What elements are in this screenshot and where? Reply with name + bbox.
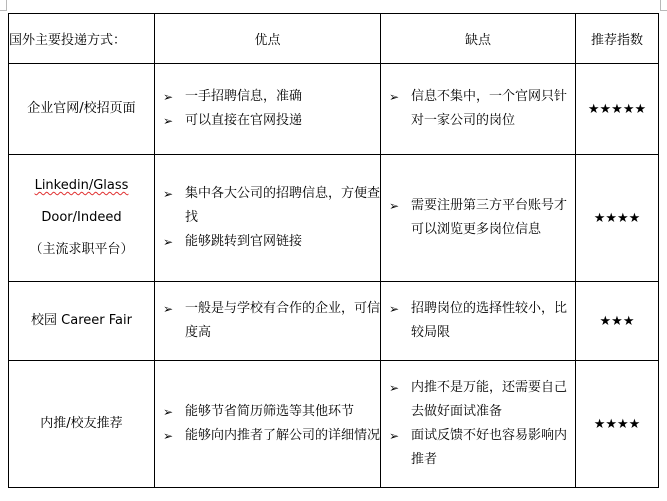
list-item: ➢ 一手招聘信息，准确 [155,85,380,109]
method-cell [9,361,155,488]
cons-cell [381,64,576,155]
method-cell [9,64,155,155]
list-item: ➢ 能够向内推者了解公司的详细情况 [155,424,380,448]
list-item: ➢ 可以直接在官网投递 [155,109,380,133]
arrow-bullet-icon: ➢ [162,90,174,104]
comparison-table [8,13,659,488]
arrow-bullet-icon: ➢ [162,187,174,201]
pros-cell [155,64,381,155]
list-item: ➢ 需要注册第三方平台账号才可以浏览更多岗位信息 [381,194,575,242]
rating-cell: ★★★★ [576,155,659,282]
arrow-bullet-icon: ➢ [162,302,174,316]
method-label-line: Linkedin/Glass [34,178,129,193]
method-label: 企业官网/校招页面 [27,101,136,116]
table-row [9,361,659,488]
arrow-bullet-icon: ➢ [388,90,400,104]
cons-cell [381,155,576,282]
table-row [9,282,659,361]
arrow-bullet-icon: ➢ [162,235,174,249]
table-row [9,64,659,155]
arrow-bullet-icon: ➢ [388,429,400,443]
list-item: ➢ 招聘岗位的选择性较小，比较局限 [381,297,575,345]
arrow-bullet-icon: ➢ [162,405,174,419]
pros-cell [155,155,381,282]
arrow-bullet-icon: ➢ [388,199,400,213]
arrow-bullet-icon: ➢ [388,381,400,395]
arrow-bullet-icon: ➢ [162,114,174,128]
list-item: ➢ 面试反馈不好也容易影响内推者 [381,424,575,472]
list-item: ➢ 一般是与学校有合作的企业，可信度高 [155,297,380,345]
pros-cell [155,282,381,361]
header-pros: 优点 [155,14,381,64]
list-item: ➢ 集中各大公司的招聘信息，方便查找 [155,182,380,230]
list-item: ➢ 信息不集中，一个官网只针对一家公司的岗位 [381,85,575,133]
header-cons: 缺点 [381,14,576,64]
page-corner-mark-right [660,0,667,11]
arrow-bullet-icon: ➢ [162,429,174,443]
method-label: 内推/校友推荐 [40,416,123,431]
method-cell [9,155,155,282]
header-rating: 推荐指数 [576,14,659,64]
table-row [9,155,659,282]
pros-cell [155,361,381,488]
rating-cell: ★★★★★ [576,64,659,155]
method-label: 校园 Career Fair [31,313,132,328]
list-item: ➢ 内推不是万能，还需要自己去做好面试准备 [381,376,575,424]
cons-cell [381,361,576,488]
list-item: ➢ 能够跳转到官网链接 [155,230,380,254]
list-item: ➢ 能够节省简历筛选等其他环节 [155,400,380,424]
rating-cell: ★★★ [576,282,659,361]
page-corner-mark-left [0,0,7,11]
header-method: 国外主要投递方式： [9,14,155,64]
arrow-bullet-icon: ➢ [388,302,400,316]
method-label-line: Door/Indeed [41,210,122,225]
cons-cell [381,282,576,361]
method-label-line: （主流求职平台） [29,242,134,257]
method-cell [9,282,155,361]
table-header-row [9,14,659,64]
rating-cell: ★★★★ [576,361,659,488]
